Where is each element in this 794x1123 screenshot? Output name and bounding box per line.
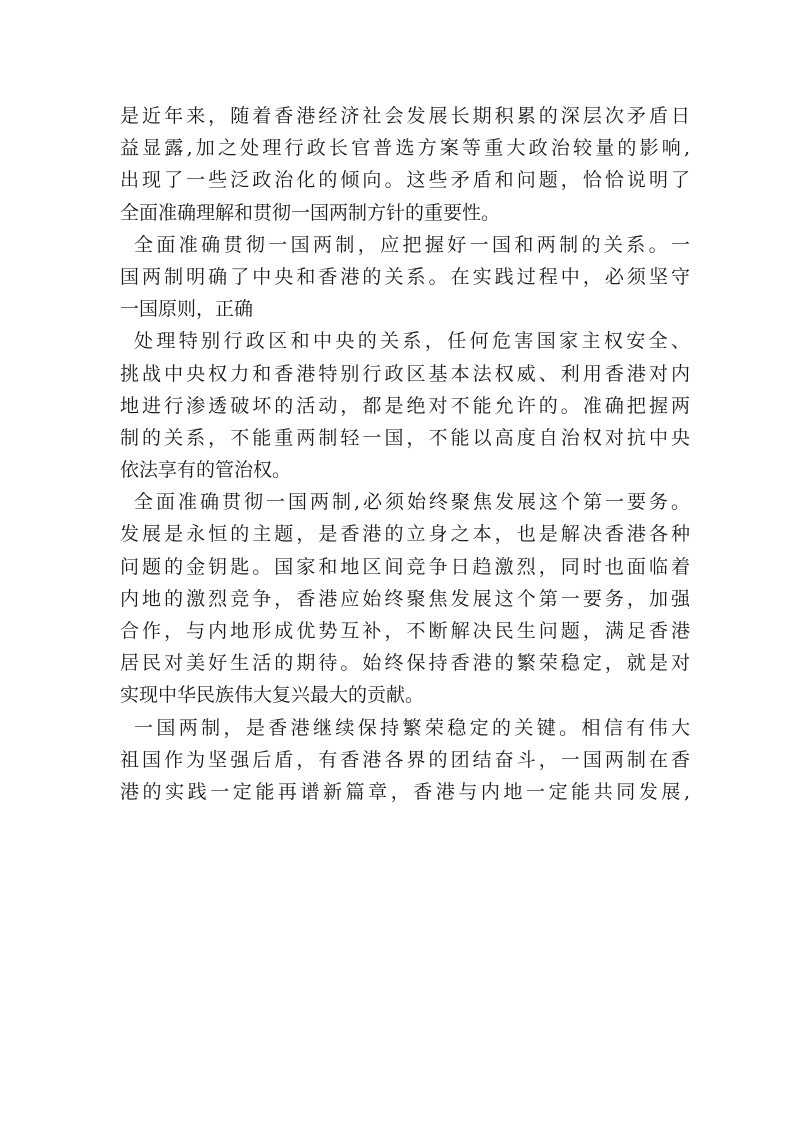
text-line: 祖国作为坚强后盾，有香港各界的团结奋斗，一国两制在香 <box>120 748 690 771</box>
text-line: 实现中华民族伟大复兴最大的贡献。 <box>120 684 425 707</box>
text-line: 地进行渗透破坏的活动，都是绝对不能允许的。准确把握两 <box>120 394 690 417</box>
text-line: 一国两制，是香港继续保持繁荣稳定的关键。相信有伟大 <box>134 716 690 739</box>
text-line: 问题的金钥匙。国家和地区间竞争日趋激烈，同时也面临着 <box>120 555 690 578</box>
text-line: 益显露,加之处理行政长官普选方案等重大政治较量的影响, <box>120 137 690 160</box>
text-line: 国两制明确了中央和香港的关系。在实践过程中，必须坚守 <box>120 265 690 288</box>
text-line: 全面准确贯彻一国两制，应把握好一国和两制的关系。一 <box>134 233 690 256</box>
text-line: 全面准确理解和贯彻一国两制方针的重要性。 <box>120 201 501 224</box>
text-line: 挑战中央权力和香港特别行政区基本法权威、利用香港对内 <box>120 362 690 385</box>
text-line: 合作，与内地形成优势互补，不断解决民生问题，满足香港 <box>120 620 690 642</box>
body-text <box>120 100 690 808</box>
text-line: 依法享有的管治权。 <box>120 459 292 482</box>
text-line: 处理特别行政区和中央的关系，任何危害国家主权安全、 <box>134 330 690 353</box>
text-line: 制的关系，不能重两制轻一国，不能以高度自治权对抗中央 <box>120 426 690 449</box>
text-line: 港的实践一定能再谱新篇章，香港与内地一定能共同发展, <box>120 780 690 803</box>
text-line: 全面准确贯彻一国两制,必须始终聚焦发展这个第一要务。 <box>134 491 690 514</box>
text-line: 出现了一些泛政治化的倾向。这些矛盾和问题，恰恰说明了 <box>120 169 690 192</box>
text-line: 内地的激烈竞争，香港应始终聚焦发展这个第一要务，加强 <box>120 587 690 610</box>
text-line: 居民对美好生活的期待。始终保持香港的繁荣稳定，就是对 <box>120 652 690 675</box>
text-line: 是近年来，随着香港经济社会发展长期积累的深层次矛盾日 <box>120 105 690 127</box>
text-line: 一国原则，正确 <box>120 298 254 321</box>
text-line: 发展是永恒的主题，是香港的立身之本，也是解决香港各种 <box>120 523 690 546</box>
